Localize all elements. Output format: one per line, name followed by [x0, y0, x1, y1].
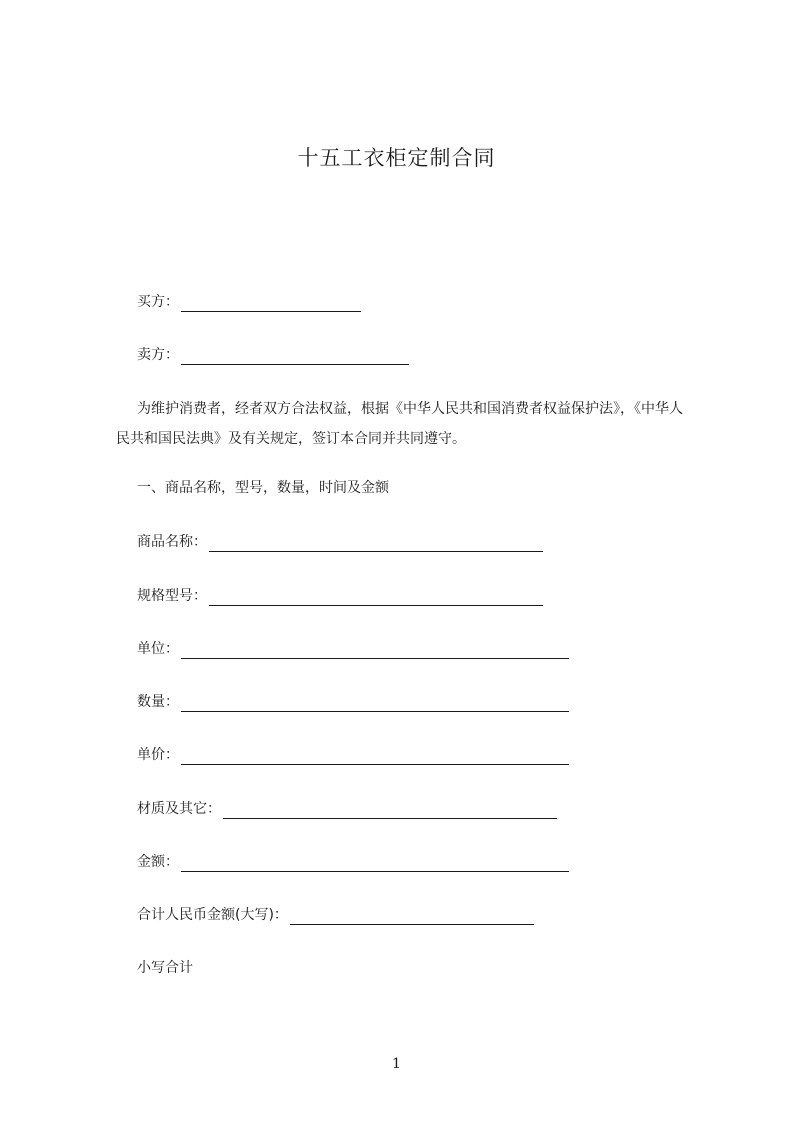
- material-blank[interactable]: [223, 803, 557, 819]
- spec-model-label: 规格型号：: [137, 588, 207, 604]
- spec-model-blank[interactable]: [209, 590, 543, 606]
- seller-line: [137, 345, 409, 365]
- amount-blank[interactable]: [181, 856, 569, 872]
- small-total-label: 小写合计: [137, 960, 193, 976]
- buyer-line: [137, 292, 361, 312]
- amount-label: 金额：: [137, 854, 179, 870]
- unit-price-line: [137, 745, 569, 765]
- product-name-line: [137, 532, 543, 552]
- product-name-label: 商品名称：: [137, 534, 207, 550]
- quantity-blank[interactable]: [181, 696, 569, 712]
- unit-blank[interactable]: [181, 643, 569, 659]
- unit-price-label: 单价：: [137, 747, 179, 763]
- total-rmb-label: 合计人民币金额(大写)：: [137, 907, 288, 923]
- unit-line: [137, 639, 569, 659]
- quantity-label: 数量：: [137, 694, 179, 710]
- buyer-blank[interactable]: [181, 296, 361, 312]
- amount-line: [137, 852, 569, 872]
- quantity-line: [137, 692, 569, 712]
- section1-heading: [137, 478, 389, 498]
- unit-price-blank[interactable]: [181, 749, 569, 765]
- preamble-paragraph: 为维护消费者，经者双方合法权益，根据《中华人民共和国消费者权益保护法》，《中华人民共和国民法典》及有关规定，签订本合同并共同遵守。: [116, 401, 683, 447]
- seller-blank[interactable]: [181, 349, 409, 365]
- section1-heading-text: 一、商品名称，型号，数量，时间及金额: [137, 480, 389, 496]
- unit-label: 单位：: [137, 641, 179, 657]
- total-rmb-blank[interactable]: [290, 909, 534, 925]
- spec-model-line: [137, 586, 543, 606]
- product-name-blank[interactable]: [209, 536, 543, 552]
- document-title: 十五工衣柜定制合同: [297, 146, 496, 170]
- total-rmb-line: [137, 905, 534, 925]
- buyer-label: 买方：: [137, 294, 179, 310]
- page-number: 1: [392, 1056, 401, 1072]
- material-label: 材质及其它：: [137, 801, 221, 817]
- small-total-line: [137, 958, 193, 978]
- material-line: [137, 799, 557, 819]
- seller-label: 卖方：: [137, 347, 179, 363]
